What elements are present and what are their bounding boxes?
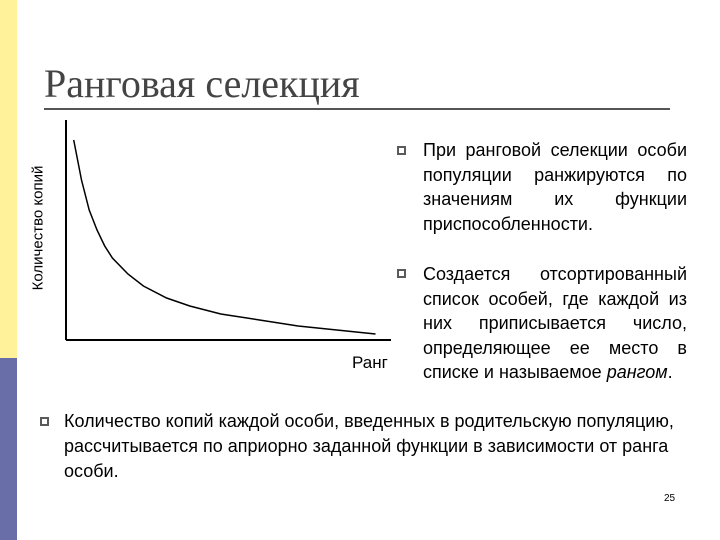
title-divider	[44, 108, 670, 110]
bullet-2-text-main: Создается отсортированный список особей, где каждой из них приписывается число, определяющее ее место в списке и называемое	[423, 264, 687, 382]
page-number: 25	[664, 493, 676, 504]
accent-bar-bottom	[0, 358, 17, 540]
slide-title: Ранговая селекция	[44, 61, 360, 106]
bullet-2-text-end: .	[667, 362, 673, 382]
bullet-2-text-italic: рангом	[606, 362, 668, 382]
square-bullet-icon	[397, 146, 406, 155]
chart-y-axis-label: Количество копий	[29, 165, 47, 291]
rank-chart	[56, 112, 396, 347]
square-bullet-icon	[40, 417, 49, 426]
bullet-2-text	[423, 262, 687, 385]
accent-bar-top	[0, 0, 17, 358]
chart-x-axis-label: Ранг	[352, 353, 388, 372]
bullet-1-text: При ранговой селекции особи популяции ранжируются по значениям их функции приспособленности.	[423, 140, 687, 234]
chart-series-line	[74, 140, 376, 334]
bullet-3-text: Количество копий каждой особи, введенных в родительскую популяцию, рассчитывается по априорно заданной функции в зависимости от ранга особи.	[64, 411, 674, 481]
square-bullet-icon	[397, 269, 406, 278]
